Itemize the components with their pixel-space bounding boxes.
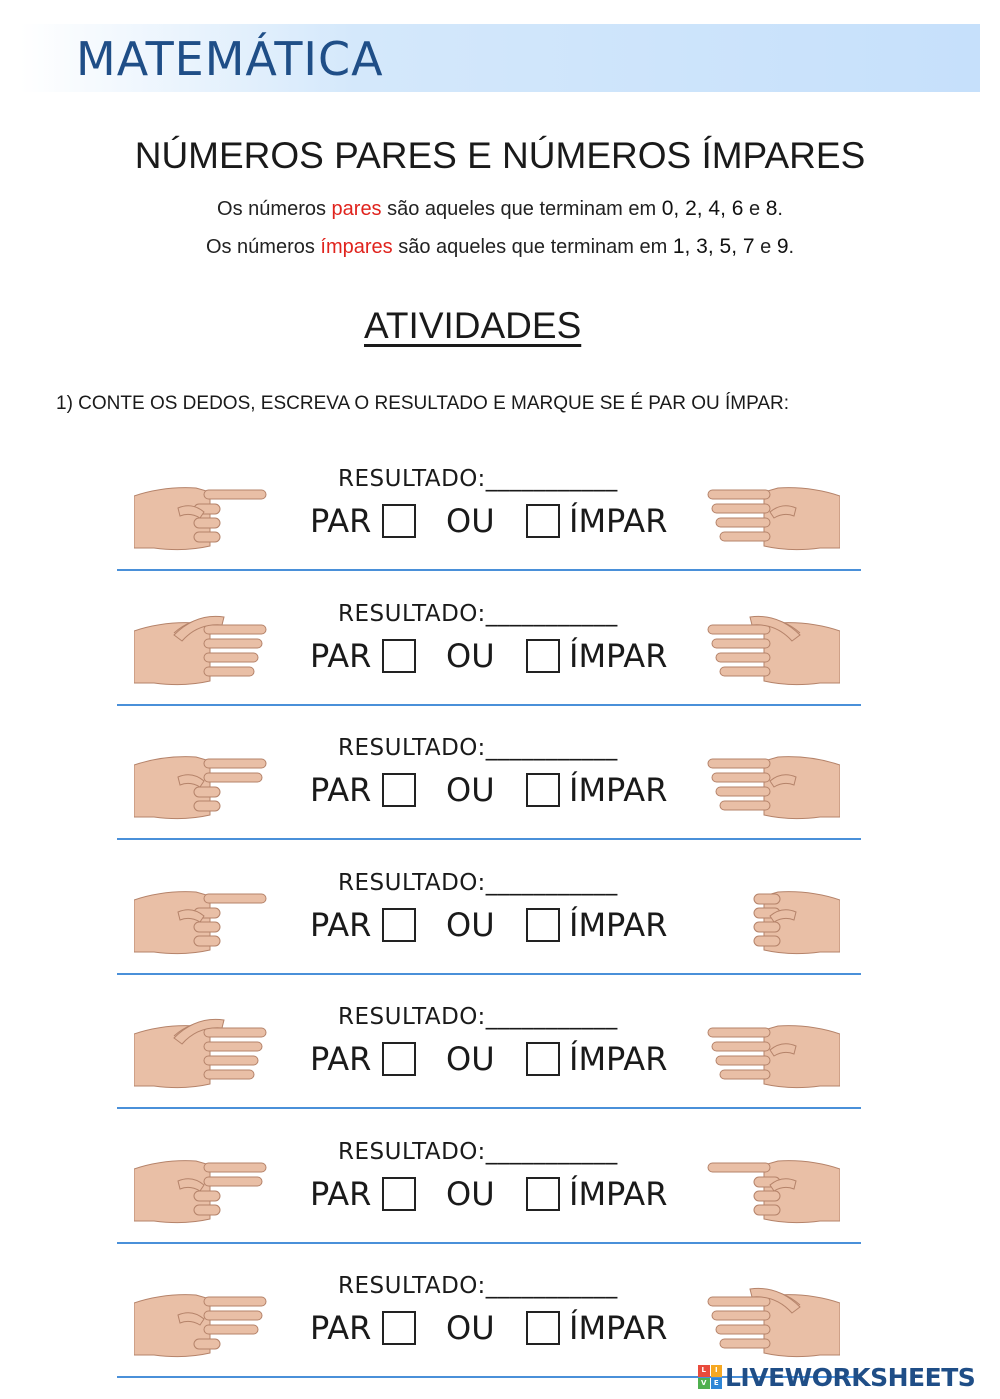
open-five-fingers-hand-icon	[698, 613, 840, 693]
row-divider	[117, 973, 861, 975]
par-checkbox[interactable]	[382, 1042, 416, 1076]
exercise-row	[0, 727, 1000, 861]
impar-checkbox[interactable]	[526, 1177, 560, 1211]
impar-checkbox[interactable]	[526, 773, 560, 807]
two-fingers-hand-icon	[134, 1151, 276, 1231]
impar-label: ÍMPAR	[569, 1309, 668, 1347]
result-field[interactable]: RESULTADO:___________	[338, 735, 618, 761]
banner-title: MATEMÁTICA	[76, 32, 384, 86]
rule-text: Os números	[205, 236, 321, 258]
rule-text: e	[743, 198, 766, 220]
impar-label: ÍMPAR	[569, 905, 668, 944]
exercise-row	[0, 593, 1000, 727]
rule-text: são aqueles que terminam em	[392, 236, 673, 258]
impar-checkbox[interactable]	[526, 1311, 560, 1345]
rule-text: Os números	[217, 198, 332, 220]
open-five-fingers-hand-icon	[698, 1285, 840, 1365]
rule-text: .	[788, 236, 795, 258]
impar-label: ÍMPAR	[569, 1174, 668, 1213]
par-checkbox[interactable]	[382, 1177, 416, 1211]
logo-letter: I	[711, 1365, 723, 1377]
ou-label: OU	[446, 1040, 495, 1078]
activities-title: ATIVIDADES	[364, 305, 582, 346]
liveworksheets-logo-icon	[698, 1365, 722, 1389]
open-five-fingers-hand-icon	[134, 1016, 276, 1096]
logo-letter: L	[698, 1365, 710, 1377]
par-checkbox[interactable]	[382, 1311, 416, 1345]
liveworksheets-footer	[698, 1362, 975, 1392]
pointing-one-finger-hand-icon	[134, 882, 276, 962]
impar-label: ÍMPAR	[569, 771, 668, 809]
closed-fist-hand-icon	[698, 882, 840, 962]
even-numbers-rule	[0, 197, 1000, 221]
liveworksheets-brand: LIVEWORKSHEETS	[725, 1362, 976, 1392]
impar-label: ÍMPAR	[569, 1040, 668, 1078]
par-label: PAR	[310, 636, 372, 675]
ou-label: OU	[446, 1309, 495, 1347]
impar-checkbox[interactable]	[526, 1042, 560, 1076]
impar-checkbox[interactable]	[526, 639, 560, 673]
result-field[interactable]: RESULTADO:___________	[338, 1138, 618, 1165]
impar-label: ÍMPAR	[569, 502, 668, 540]
exercise-row	[0, 996, 1000, 1130]
par-label: PAR	[310, 1040, 372, 1078]
logo-letter: E	[711, 1378, 723, 1390]
four-fingers-hand-icon	[698, 1016, 840, 1096]
odd-numbers-rule	[0, 235, 1000, 259]
ou-label: OU	[446, 771, 495, 809]
two-fingers-hand-icon	[134, 747, 276, 827]
ou-label: OU	[446, 502, 495, 540]
par-checkbox[interactable]	[382, 908, 416, 942]
even-last-digit: 8	[765, 197, 778, 220]
result-field[interactable]: RESULTADO:___________	[338, 869, 618, 896]
exercise-row	[0, 1131, 1000, 1265]
pointing-one-finger-hand-icon	[698, 1151, 840, 1231]
row-divider	[117, 569, 861, 571]
four-fingers-hand-icon	[698, 747, 840, 827]
highlight-word-pares: pares	[331, 198, 382, 220]
row-divider	[117, 838, 861, 840]
odd-digits: 1, 3, 5, 7	[672, 235, 755, 258]
par-label: PAR	[310, 1309, 372, 1347]
par-label: PAR	[310, 502, 372, 540]
header-banner	[20, 24, 980, 92]
rule-text: e	[754, 236, 777, 258]
impar-checkbox[interactable]	[526, 504, 560, 538]
par-label: PAR	[310, 905, 372, 944]
par-label: PAR	[310, 771, 372, 809]
rule-text: são aqueles que terminam em	[381, 198, 662, 220]
even-digits: 0, 2, 4, 6	[661, 197, 744, 220]
impar-checkbox[interactable]	[526, 908, 560, 942]
result-field[interactable]: RESULTADO:___________	[338, 600, 618, 627]
activity-instruction: 1) CONTE OS DEDOS, ESCREVA O RESULTADO E MARQUE SE É PAR OU ÍMPAR:	[56, 393, 790, 414]
result-field[interactable]: RESULTADO:___________	[338, 1273, 618, 1299]
exercise-row	[0, 458, 1000, 592]
row-divider	[117, 1242, 861, 1244]
row-divider	[117, 704, 861, 706]
open-five-fingers-hand-icon	[134, 613, 276, 693]
rule-text: .	[777, 198, 783, 220]
exercise-row	[0, 862, 1000, 996]
ou-label: OU	[446, 1174, 495, 1213]
ou-label: OU	[446, 636, 495, 675]
ou-label: OU	[446, 905, 495, 944]
three-fingers-hand-icon	[134, 1285, 276, 1365]
par-checkbox[interactable]	[382, 773, 416, 807]
par-checkbox[interactable]	[382, 639, 416, 673]
highlight-word-impares: ímpares	[320, 236, 393, 258]
result-field[interactable]: RESULTADO:___________	[338, 466, 618, 492]
result-field[interactable]: RESULTADO:___________	[338, 1004, 618, 1030]
odd-last-digit: 9	[776, 235, 789, 258]
par-label: PAR	[310, 1174, 372, 1213]
impar-label: ÍMPAR	[569, 636, 668, 675]
page-title: NÚMEROS PARES E NÚMEROS ÍMPARES	[134, 135, 866, 176]
par-checkbox[interactable]	[382, 504, 416, 538]
row-divider	[117, 1107, 861, 1109]
four-fingers-hand-icon	[698, 478, 840, 558]
pointing-one-finger-hand-icon	[134, 478, 276, 558]
logo-letter: V	[698, 1378, 710, 1390]
